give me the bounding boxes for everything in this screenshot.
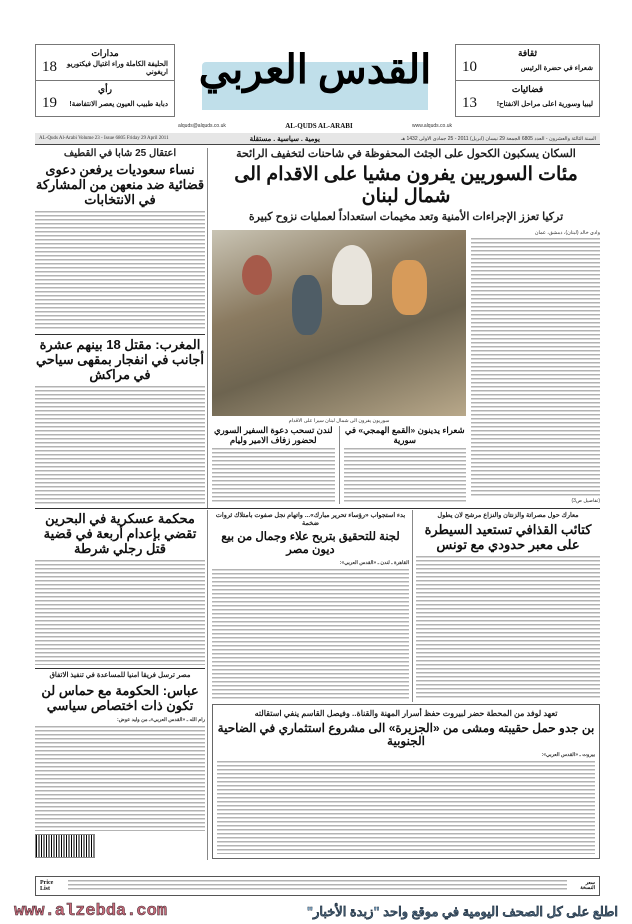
left-column-bottom	[35, 512, 205, 858]
bahrain-headline[interactable]: محكمة عسكرية في البحرين تقضي بإعدام أربعة في قضية قتل رجلي شرطة	[43, 511, 197, 556]
teaser-page: 13	[462, 95, 477, 111]
continued-link[interactable]: (تفاصيل ص3)	[571, 498, 600, 504]
qatif-headline[interactable]: نساء سعوديات يرفعن دعوى قضائية ضد منعهن من المشاركة في الانتخابات	[35, 162, 205, 207]
logo-latin: AL-QUDS AL-ARABI	[285, 122, 353, 130]
logo-arabic: القدس العربي	[198, 47, 432, 92]
price-list-label-en: Price List	[40, 880, 54, 892]
teaser[interactable]	[36, 45, 174, 81]
teaser-title: الحليفة الكاملة وراء اغتيال فيكتوريو اريغوني	[66, 60, 168, 76]
tagline: يومية . سياسية . مستقلة	[249, 135, 321, 143]
teaser-title: شعراء في حضرة الرئيس	[520, 64, 593, 72]
bin-jeddo-kicker: تعهد لوفد من المحطة حضر لبيروت حفظ أسرار المهنة والقناة.. وفيصل القاسم ينفي استقالته	[254, 709, 558, 718]
poets-story[interactable]	[344, 426, 467, 504]
libya-headline: كتائب القذافي تستعيد السيطرة على معبر حدودي مع تونس	[424, 521, 592, 552]
teaser-section: فضائيات	[511, 84, 544, 94]
edition-info-en: AL-Quds Al-Arabi Volume 23 - Issue 6805 Friday 29 April 2011	[39, 136, 169, 141]
teaser-section: ثقافة	[518, 48, 537, 58]
egypt-story[interactable]	[212, 512, 409, 700]
teaser-page: 10	[462, 59, 477, 75]
teaser[interactable]	[36, 81, 174, 116]
libya-kicker: معارك حول مصراتة والزنتان والنزاع مرشح لان يطول	[437, 512, 579, 519]
london-story[interactable]	[212, 426, 335, 504]
photo-caption: سوريون يفرون الى شمال لبنان سيرا على الاقدام	[288, 418, 390, 424]
qatif-kicker[interactable]: اعتقال 25 شابا في القطيف	[63, 148, 177, 159]
lead-dateline: وادي خالد (لبنان)، دمشق، عمان	[534, 230, 600, 237]
teaser[interactable]	[456, 81, 599, 116]
egypt-kicker: بدء استجواب «رؤساء تحرير مبارك»... واتهام نجل صفوت بامتلاك ثروات ضخمة	[215, 512, 406, 527]
teasers-left	[35, 44, 175, 117]
abbas-kicker[interactable]: مصر ترسل فريقا امنيا للمساعدة في تنفيذ الاتفاق	[49, 672, 191, 680]
edition-info-ar: السنة الثالثة والعشرون - العدد 6805 الجمعة 29 نيسان (ابريل) 2011 - 25 جمادى الاولى 1432 هـ	[400, 135, 596, 142]
barcode	[35, 834, 95, 858]
bin-jeddo-dateline: بيروت ـ «القدس العربي»:	[541, 752, 595, 759]
libya-story[interactable]	[416, 512, 600, 700]
email-link[interactable]: alquds@alquds.co.uk	[178, 123, 226, 129]
teaser[interactable]	[456, 45, 599, 81]
lead-story[interactable]	[212, 148, 600, 504]
promo-banner[interactable]	[0, 899, 632, 924]
egypt-headline: لجنة للتحقيق بتربح علاء وجمال من بيع ديون مصر	[221, 530, 400, 556]
teaser-title: دبابة طبيب العيون يعصر الانتفاضة!	[69, 100, 168, 108]
teaser-section: مدارات	[91, 48, 119, 58]
teasers-right	[455, 44, 600, 117]
abbas-headline[interactable]: عباس: الحكومة مع حماس لن تكون ذات اختصاص سياسي	[41, 682, 199, 713]
price-list-label-ar: سعر النسخة	[580, 879, 595, 891]
egypt-dateline: القاهرة ـ لندن ـ «القدس العربي»:	[339, 560, 409, 567]
london-headline: لندن تسحب دعوة السفير السوري لحضور زفاف الامير وليام	[213, 425, 333, 445]
left-column-top	[35, 148, 205, 506]
logo	[178, 40, 452, 132]
poets-headline: شعراء يدينون «القمع الهمجي» في سورية	[344, 425, 465, 445]
banner-text: اطلع على كل الصحف اليومية في موقع واحد "زبدة الأخبار"	[306, 903, 618, 919]
morocco-headline[interactable]: المغرب: مقتل 18 بينهم عشرة أجانب في انفجار بمقهى سياحي في مراكش	[35, 337, 205, 382]
abbas-dateline: رام الله ـ «القدس العربي»ـ من وليد عوض:	[116, 716, 205, 723]
lead-headline: مئات السوريين يفرون مشيا على الاقدام الى شمال لبنان	[234, 164, 578, 208]
teaser-page: 18	[42, 59, 57, 75]
bin-jeddo-box[interactable]	[212, 704, 600, 859]
teaser-section: رأي	[98, 84, 112, 94]
bin-jeddo-headline: بن جدو حمل حقيبته ومشى من «الجزيرة» الى مشروع استثماري في الضاحية الجنوبية	[217, 720, 595, 749]
website-link[interactable]: www.alquds.co.uk	[411, 123, 452, 129]
price-list	[35, 876, 600, 896]
date-bar	[35, 133, 600, 145]
teaser-title: ليبيا وسورية اعلى مراحل الانفتاح!	[496, 100, 593, 108]
lead-photo	[212, 230, 466, 416]
banner-url[interactable]: www.alzebda.com	[14, 902, 168, 921]
lead-subhead: تركيا تعزز الإجراءات الأمنية وتعد مخيمات استعداداً لعمليات نزوح كبيرة	[248, 210, 564, 223]
teaser-page: 19	[42, 95, 57, 111]
lead-kicker: السكان يسكبون الكحول على الجثث المحفوظة في شاحنات لتخفيف الرائحة	[236, 148, 576, 160]
